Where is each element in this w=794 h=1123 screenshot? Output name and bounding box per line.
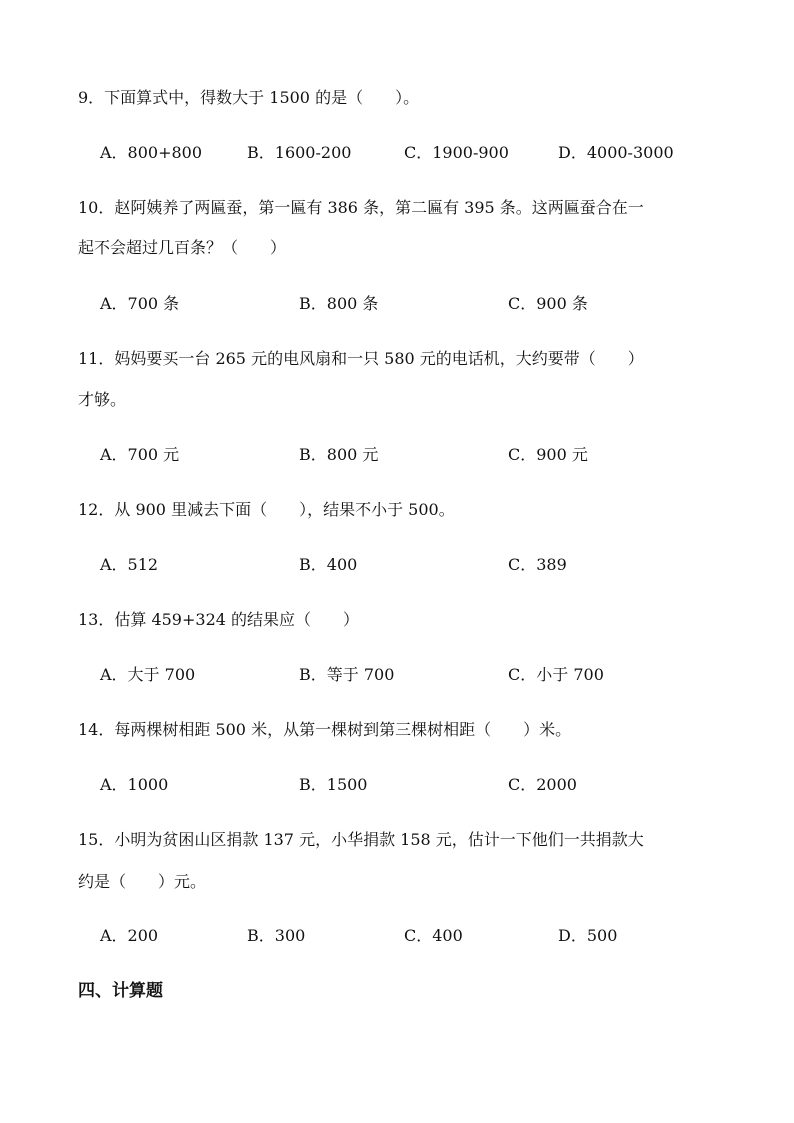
question-9-option-d: D．4000-3000 (558, 143, 674, 162)
question-14-option-c: C．2000 (508, 775, 577, 794)
question-12-option-a: A．512 (100, 555, 159, 574)
question-10-stem-line-1: 10．赵阿姨养了两匾蚕，第一匾有 386 条，第二匾有 395 条。这两匾蚕合在一 (78, 198, 644, 217)
question-9-option-b: B．1600-200 (247, 143, 352, 162)
question-12-option-c: C．389 (508, 555, 567, 574)
question-15-stem-line-2: 约是（ ）元。 (78, 872, 207, 891)
question-10-option-a: A．700 条 (100, 294, 180, 313)
question-15-option-a: A．200 (100, 926, 159, 945)
question-10-stem-line-2: 起不会超过几百条？（ ） (78, 238, 287, 257)
question-10-option-b: B．800 条 (299, 294, 379, 313)
question-9-option-c: C．1900-900 (404, 143, 509, 162)
question-11-option-c: C．900 元 (508, 445, 588, 464)
question-14-stem-line-1: 14．每两棵树相距 500 米，从第一棵树到第三棵树相距（ ）米。 (78, 720, 572, 739)
question-11-option-b: B．800 元 (299, 445, 379, 464)
question-13-stem-line-1: 13．估算 459+324 的结果应（ ） (78, 610, 360, 629)
question-15-option-b: B．300 (247, 926, 306, 945)
question-13-option-a: A．大于 700 (100, 665, 196, 684)
question-15-stem-line-1: 15．小明为贫困山区捐款 137 元，小华捐款 158 元，估计一下他们一共捐款大 (78, 830, 644, 849)
question-12-stem-line-1: 12．从 900 里减去下面（ ），结果不小于 500。 (78, 500, 455, 519)
question-13-option-c: C．小于 700 (508, 665, 604, 684)
question-11-stem-line-2: 才够。 (78, 390, 127, 409)
question-9-option-a: A．800+800 (100, 143, 203, 162)
question-14-option-a: A．1000 (100, 775, 169, 794)
question-11-stem-line-1: 11．妈妈要买一台 265 元的电风扇和一只 580 元的电话机，大约要带（ ） (78, 349, 644, 368)
question-15-option-d: D．500 (558, 926, 618, 945)
question-15-option-c: C．400 (404, 926, 463, 945)
question-12-option-b: B．400 (299, 555, 358, 574)
question-10-option-c: C．900 条 (508, 294, 588, 313)
question-14-option-b: B．1500 (299, 775, 368, 794)
question-11-option-a: A．700 元 (100, 445, 180, 464)
question-13-option-b: B．等于 700 (299, 665, 395, 684)
section-title-calculation: 四、计算题 (78, 981, 163, 1001)
question-9-stem-line-1: 9．下面算式中，得数大于 1500 的是（ ）。 (78, 88, 420, 107)
